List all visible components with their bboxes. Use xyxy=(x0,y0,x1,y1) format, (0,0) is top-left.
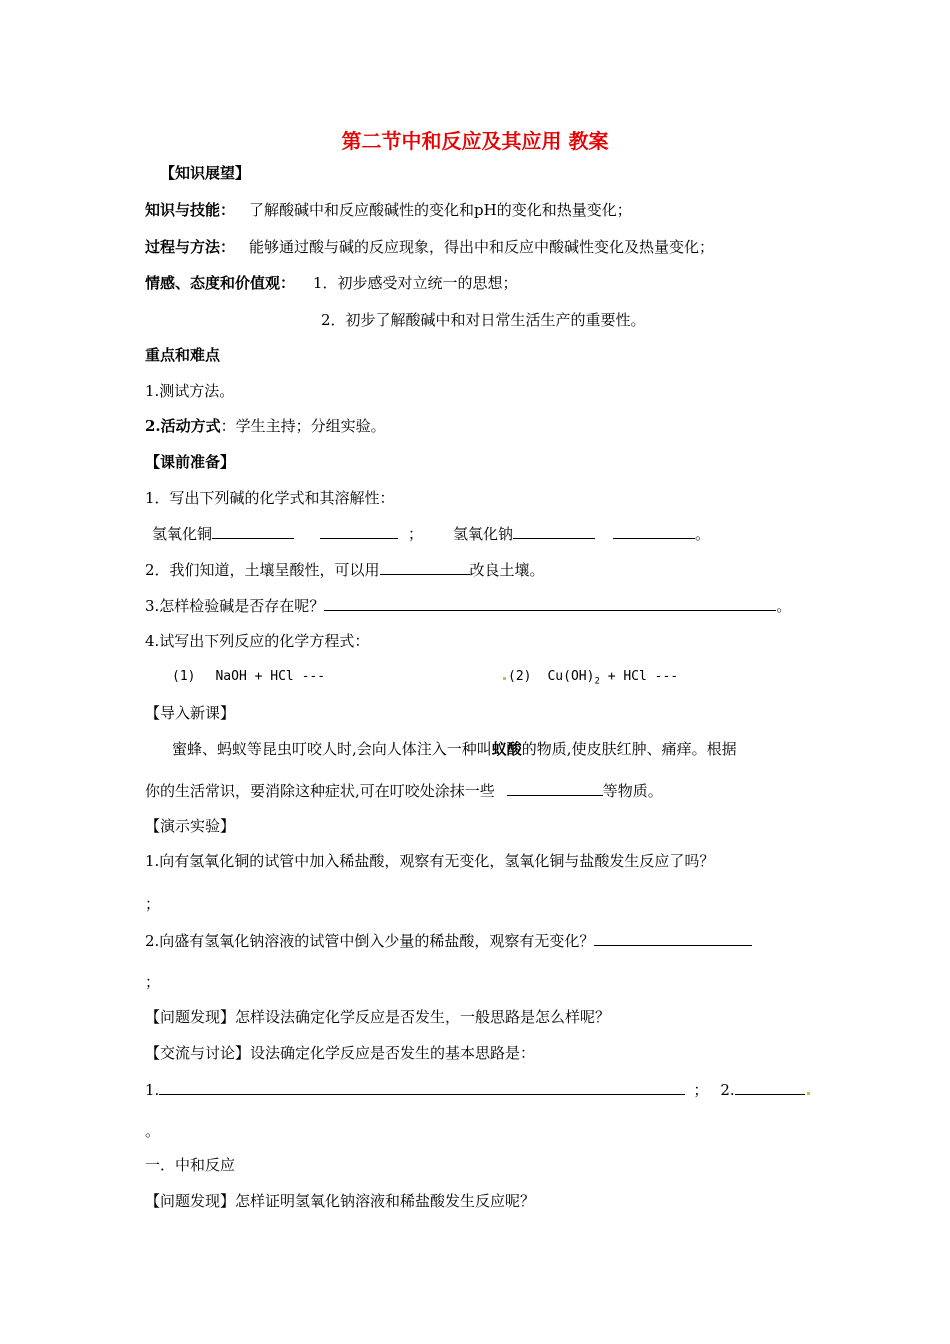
prep-q3 xyxy=(145,595,791,616)
discovery-1-label: 【问题发现】 xyxy=(145,1008,236,1026)
equation-2-subscript: 2 xyxy=(594,676,600,687)
demo-q2 xyxy=(145,930,752,951)
key-point-2 xyxy=(145,416,386,436)
discussion-label: 【交流与讨论】 xyxy=(145,1044,251,1062)
discussion xyxy=(145,1043,535,1063)
equation-2-part-b: + HCl --- xyxy=(599,669,679,684)
prep-q4: 4.试写出下列反应的化学方程式： xyxy=(145,632,370,650)
emotion-item-1: 1．初步感受对立统一的思想； xyxy=(313,274,518,292)
intro-p2-start: 你的生活常识，要消除这种症状,可在叮咬处涂抹一些 xyxy=(145,782,495,800)
outlook-heading: 【知识展望】 xyxy=(160,164,251,182)
emotion-label: 情感、态度和价值观： xyxy=(145,274,296,292)
demo-q2-text: 2.向盛有氢氧化钠溶液的试管中倒入少量的稀盐酸，观察有无变化？ xyxy=(145,932,595,950)
intro-paragraph-2 xyxy=(145,780,663,801)
blank-sodium-formula[interactable] xyxy=(513,523,595,539)
equation-1 xyxy=(172,667,325,687)
blank-soil-improver[interactable] xyxy=(380,559,470,575)
equation-2 xyxy=(503,667,678,692)
equation-1-text: NaOH + HCl --- xyxy=(215,669,326,684)
equation-1-no: (1) xyxy=(172,669,196,684)
skills-text: 了解酸碱中和反应酸碱性的变化和pH的变化和热量变化； xyxy=(249,201,632,219)
stray-mark-dot xyxy=(503,677,506,680)
blank-sodium-solubility[interactable] xyxy=(613,523,695,539)
skills-line xyxy=(145,200,632,220)
discussion-end: 。 xyxy=(145,1122,161,1140)
emotion-item-2: 2．初步了解酸碱中和对日常生活生产的重要性。 xyxy=(321,311,646,329)
key-points-heading: 重点和难点 xyxy=(145,346,221,364)
blank-idea-2[interactable] xyxy=(735,1079,805,1095)
discussion-blanks xyxy=(145,1079,812,1100)
prep-q2-start: 2．我们知道，土壤呈酸性，可以用 xyxy=(145,561,380,579)
discovery-2-text: 怎样证明氢氧化钠溶液和稀盐酸发生反应呢？ xyxy=(235,1192,536,1210)
prep-q3-text: 3.怎样检验碱是否存在呢？ xyxy=(145,597,325,615)
key-point-2-text: ：学生主持；分组实验。 xyxy=(220,417,386,435)
blank-base-test[interactable] xyxy=(324,595,776,611)
blank-copper-formula[interactable] xyxy=(212,523,294,539)
prep-q3-end: 。 xyxy=(776,597,792,615)
prep-q1-blanks xyxy=(152,523,710,544)
blank-copper-solubility[interactable] xyxy=(320,523,398,539)
equation-2-part-a: Cu(OH) xyxy=(547,669,595,684)
prep-q1-end: 。 xyxy=(695,525,711,543)
intro-p1-start: 蜜蜂、蚂蚁等昆虫叮咬人时,会向人体注入一种叫 xyxy=(172,740,492,758)
process-label: 过程与方法： xyxy=(145,238,236,256)
prep-q1: 1．写出下列碱的化学式和其溶解性： xyxy=(145,489,395,507)
intro-p1-bold: 蚁酸 xyxy=(491,740,522,758)
discussion-sep: ； xyxy=(693,1081,709,1099)
discovery-2-label: 【问题发现】 xyxy=(145,1192,236,1210)
intro-paragraph-1 xyxy=(172,739,737,759)
discussion-line-2-no: 2. xyxy=(720,1081,735,1099)
blank-idea-1[interactable] xyxy=(159,1079,685,1095)
discussion-line-1-no: 1. xyxy=(145,1081,160,1099)
prep-q1-b: 氢氧化钠 xyxy=(453,525,514,543)
prep-q1-a: 氢氧化铜 xyxy=(152,525,213,543)
emotion-line xyxy=(145,273,518,293)
discussion-text: 设法确定化学反应是否发生的基本思路是： xyxy=(250,1044,536,1062)
key-point-2-label: 2.活动方式 xyxy=(145,417,221,435)
page-title: 第二节中和反应及其应用 教案 xyxy=(341,129,609,153)
process-text: 能够通过酸与碱的反应现象，得出中和反应中酸碱性变化及热量变化； xyxy=(249,238,715,256)
prep-heading: 【课前准备】 xyxy=(145,453,236,471)
demo-q1: 1.向有氢氧化铜的试管中加入稀盐酸，观察有无变化，氢氧化铜与盐酸发生反应了吗？ xyxy=(145,852,715,870)
blank-demo-2[interactable] xyxy=(594,930,752,946)
discovery-1-text: 怎样设法确定化学反应是否发生，一般思路是怎么样呢？ xyxy=(235,1008,611,1026)
section-1-heading: 一．中和反应 xyxy=(145,1156,236,1174)
stray-mark-dot-2 xyxy=(807,1092,810,1095)
intro-p2-end: 等物质。 xyxy=(602,782,663,800)
demo-heading: 【演示实验】 xyxy=(145,817,236,835)
intro-heading: 【导入新课】 xyxy=(145,704,236,722)
discovery-2 xyxy=(145,1191,535,1211)
prep-q2-end: 改良土壤。 xyxy=(469,561,545,579)
equation-2-no: (2) xyxy=(508,669,532,684)
process-line xyxy=(145,237,714,257)
prep-q1-sep: ； xyxy=(408,525,424,543)
discovery-1 xyxy=(145,1007,610,1027)
key-point-1: 1.测试方法。 xyxy=(145,382,235,400)
prep-q2 xyxy=(145,559,545,580)
demo-q1-semicolon: ； xyxy=(145,895,161,913)
skills-label: 知识与技能： xyxy=(145,201,236,219)
intro-p1-end: 的物质,使皮肤红肿、痛痒。根据 xyxy=(521,740,737,758)
blank-remedy[interactable] xyxy=(507,780,603,796)
demo-q2-semicolon: ； xyxy=(145,973,161,991)
